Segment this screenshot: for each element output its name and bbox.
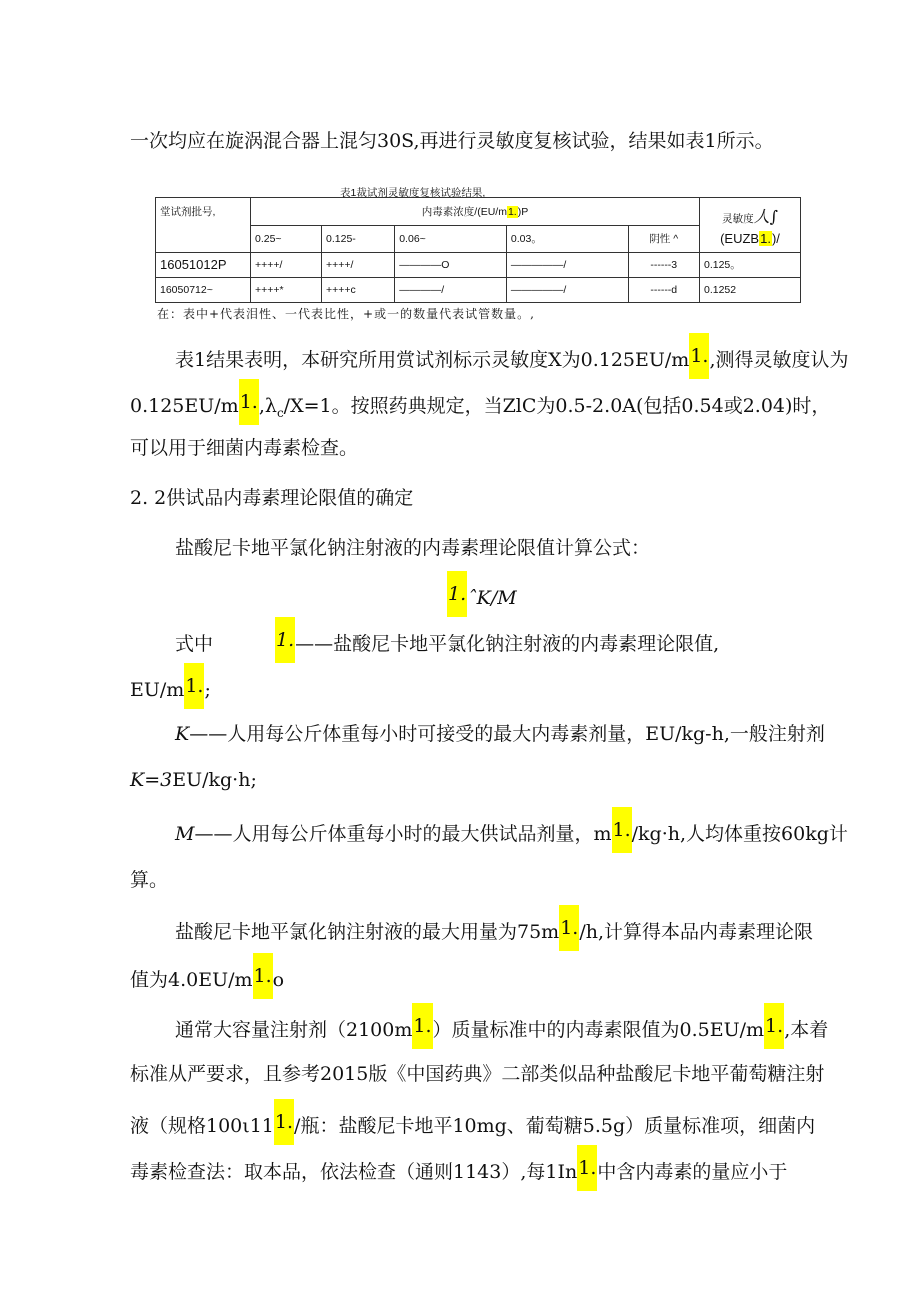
result-cell: ++++c: [322, 277, 395, 302]
paragraph-use: 可以用于细菌内毒素检查。: [130, 437, 359, 459]
paragraph-standard: 通常大容量注射剂（2100m1.）质量标准中的内毒素限值为0.5EU/m1.,本着: [175, 1013, 828, 1049]
formula: 1.ˆK/M: [447, 581, 517, 617]
conc-col-4: 0.03。: [506, 226, 628, 252]
table-row: [156, 252, 801, 277]
definition-l-unit: EU/m1.;: [130, 673, 211, 709]
result-cell: ————/: [395, 277, 507, 302]
paragraph-pharmacopoeia: 标准从严要求，且参考2015版《中国药典》二部类似品种盐酸尼卡地平葡萄糖注射: [130, 1063, 825, 1085]
result-cell: ++++*: [251, 277, 322, 302]
conc-col-1: 0.25~: [251, 226, 322, 252]
paragraph-test-method: 毒素检查法：取本品，依法检查（通则1143）,每1In1.中含内毒素的量应小于: [130, 1155, 787, 1191]
paragraph-ratio: $0.125EU/m1.,\lambda_c/X=1$。按照药典规定，当ZlC为0.5-2.0A(包括0.54或2.04)时，: [130, 389, 830, 426]
result-cell: ++++/: [251, 252, 322, 277]
paragraph-formula-intro: 盐酸尼卡地平氯化钠注射液的内毒素理论限值计算公式：: [175, 537, 651, 559]
result-cell: ------3: [628, 252, 700, 277]
result-cell: ++++/: [322, 252, 395, 277]
results-table: [155, 197, 801, 303]
result-cell: ------d: [628, 277, 700, 302]
definition-k: K——人用每公斤体重每小时可接受的最大内毒素剂量，EU/kg-h,一般注射剂: [175, 723, 825, 745]
definition-l: 式中 1.——盐酸尼卡地平氯化钠注射液的内毒素理论限值,: [175, 627, 719, 663]
result-cell: —————/: [506, 252, 628, 277]
batch-header: 堂试剂批号,: [156, 198, 251, 253]
conc-col-5: 阴性 ^: [628, 226, 700, 252]
result-cell: —————/: [506, 277, 628, 302]
batch-cell: 16051012P: [156, 252, 251, 277]
definition-m: M——人用每公斤体重每小时的最大供试品剂量，m1./kg·h,人均体重按60kg计: [175, 817, 848, 853]
sensitivity-header: 灵敏度人∫ (EUZB1.)/: [700, 198, 801, 253]
paragraph-results: 表1结果表明，本研究所用赏试剂标示灵敏度X为0.125EU/m1.,测得灵敏度认为: [175, 343, 849, 379]
conc-col-2: 0.125-: [322, 226, 395, 252]
table-note: 在：表中+代表泪性、一代表比性，+或一的数量代表试管数量。,: [157, 307, 535, 321]
sensitivity-cell: 0.1252: [700, 277, 801, 302]
table-caption: 表1裁试剂灵敏度复核试验结果,: [340, 187, 486, 199]
batch-cell: 16050712~: [156, 277, 251, 302]
paragraph-spec: 液（规格100ι111./瓶：盐酸尼卡地平10mg、葡萄糖5.5g）质量标准项，细菌内: [130, 1109, 815, 1145]
table-row: [156, 277, 801, 302]
definition-k-value: K=3EU/kg·h;: [130, 769, 257, 791]
definition-m-end: 算。: [130, 869, 169, 891]
result-cell: ————O: [395, 252, 507, 277]
paragraph-limit-value: 值为4.0EU/m1.o: [130, 963, 284, 999]
sensitivity-cell: 0.125。: [700, 252, 801, 277]
concentration-header: 内毒素浓度/(EU/m1.)P: [251, 198, 700, 226]
paragraph-intro: 一次均应在旋涡混合器上混匀30S,再进行灵敏度复核试验，结果如表1所示。: [130, 130, 774, 152]
paragraph-max-dose: 盐酸尼卡地平氯化钠注射液的最大用量为75m1./h,计算得本品内毒素理论限: [175, 915, 813, 951]
section-heading: 2. 2供试品内毒素理论限值的确定: [130, 487, 414, 509]
conc-col-3: 0.06~: [395, 226, 507, 252]
